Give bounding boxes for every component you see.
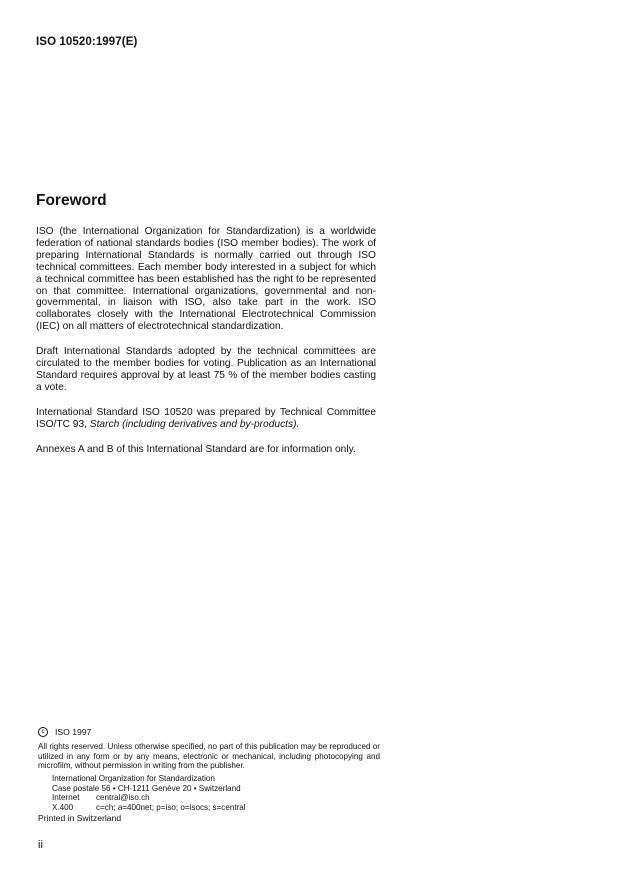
paragraph-prepared-by [36,407,376,431]
foreword-body [36,226,376,469]
rights-statement: All rights reserved. Unless otherwise specified, no part of this publication may be reproduced or utilized in any form or by any means, electronic or mechanical, including photocopying and microfilm, without permission in writing from the publisher. [38,742,380,771]
postal-address: Case postale 56 • CH-1211 Genève 20 • Switzerland [52,783,241,793]
copyright-block [38,727,380,823]
copyright-line [38,727,380,737]
x400-value: c=ch; a=400net; p=iso; o=isocs; s=central [96,802,246,812]
paragraph-draft-standards: Draft International Standards adopted by the technical committees are circulated to the member bodies for voting. Publication as an International Standard requires approval by at least 75 % of the member bodies casting a vote. [36,346,376,393]
copyright-year: ISO 1997 [55,727,92,737]
x400-row [52,803,380,813]
internet-value: central@iso.ch [96,793,150,803]
printed-in: Printed in Switzerland [38,813,122,824]
document-id-header: ISO 10520:1997(E) [36,36,138,48]
internet-label: Internet [52,793,80,803]
page-title: Foreword [36,192,107,209]
committee-title: Starch (including derivatives and by-products). [89,418,300,430]
paragraph-annexes: Annexes A and B of this International Standard are for information only. [36,443,356,455]
prepared-by-text: International Standard ISO 10520 was prepared by Technical Committee ISO/TC 93, [36,406,376,430]
publisher-name: International Organization for Standardization [52,774,215,784]
paragraph-iso-intro: ISO (the International Organization for Standardization) is a worldwide federation of national standards bodies (ISO member bodies). The work of preparing International Standards is normally carried out through ISO technical committees. Each member body interested in a subject for which a technical committee has been established has the right to be represented on that committee. International organizations, governmental and non-governmental, in liaison with ISO, also take part in the work. ISO collaborates closely with the International Electrotechnical Commission (IEC) on all matters of electrotechnical standardization. [36,226,376,333]
copyright-icon: c [38,727,48,737]
x400-label: X.400 [52,802,74,812]
internet-row [52,793,380,803]
page-number: ii [38,839,43,851]
publisher-address [38,774,380,812]
